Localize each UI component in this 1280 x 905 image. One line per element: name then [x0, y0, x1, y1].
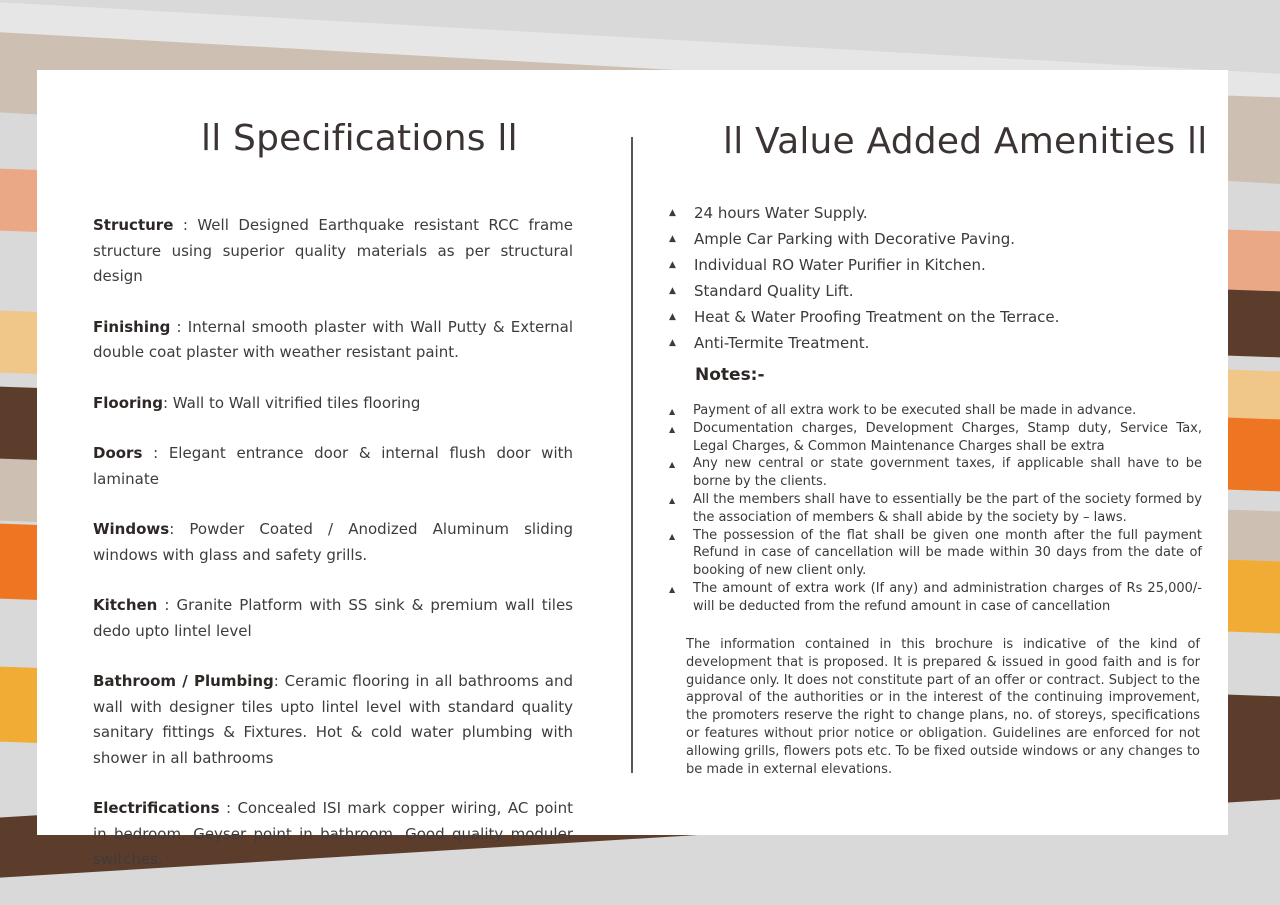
notes-title: Notes:-	[695, 365, 765, 385]
amenity-item: ▲ Ample Car Parking with Decorative Paving.	[667, 226, 1187, 252]
spec-text: Elegant entrance door & internal flush door with laminate	[93, 444, 574, 488]
spec-item-finishing: Finishing : Internal smooth plaster with Wall Putty & External double coat plaster with weather resistant paint.	[93, 317, 573, 361]
spec-label: Bathroom / Plumbing	[93, 672, 274, 690]
spec-text: Well Designed Earthquake resistant RCC frame structure using superior quality materials as per structural design	[93, 216, 573, 285]
note-item: ▲ The amount of extra work (If any) and administration charges of Rs 25,000/- will be deducted from the refund amount in case of cancellation	[669, 580, 1202, 614]
note-item: ▲ All the members shall have to essentially be the part of the society formed by the association of members & shall abide by the society by – laws.	[669, 491, 1202, 525]
spec-label: Flooring	[93, 393, 163, 412]
spec-text: Granite Platform with SS sink & premium wall tiles dedo upto lintel level	[93, 596, 573, 640]
spec-text: Internal smooth plaster with Wall Putty & External double coat plaster with weather resistant paint.	[93, 317, 573, 361]
spec-label: Windows	[93, 520, 170, 538]
specifications-list	[93, 198, 573, 898]
spec-label: Kitchen	[93, 596, 158, 614]
triangle-bullet-icon: ▲	[669, 286, 676, 296]
spec-item-doors: Doors : Elegant entrance door & internal flush door with laminate	[93, 444, 574, 488]
triangle-bullet-icon: ▲	[669, 460, 676, 470]
spec-text: Concealed ISI mark copper wiring, AC point in bedroom, Geyser point in bathroom. Good quality moduler switches.	[93, 799, 573, 868]
spec-label: Finishing	[93, 317, 171, 336]
triangle-bullet-icon: ▲	[669, 208, 676, 218]
disclaimer-text: The information contained in this brochure is indicative of the kind of development that is proposed. It is prepared & issued in good faith and is for guidance only. It does not constitute part of an offer or contract. Subject to the approval of the authorities or in the interest of the continuing improvement, the promoters reserve the right to change plans, no. of storeys, specifications or features without prior notice or obligation. Guidelines are enforced for not allowing grills, flowers pots etc. To be fixed outside windows or any changes to be made in external elevations.	[686, 637, 1200, 777]
triangle-bullet-icon: ▲	[669, 495, 676, 505]
triangle-bullet-icon: ▲	[669, 260, 676, 270]
note-item: ▲ Any new central or state government taxes, if applicable shall have to be borne by the clients.	[669, 456, 1202, 490]
amenity-item: ▲ Anti-Termite Treatment.	[667, 330, 1187, 356]
triangle-bullet-icon: ▲	[669, 234, 676, 244]
note-item: ▲ Documentation charges, Development Charges, Stamp duty, Service Tax, Legal Charges, & Common Maintenance Charges shall be extra	[669, 420, 1202, 454]
specifications-heading: ll Specifications ll	[201, 118, 518, 159]
spec-text: Powder Coated / Anodized Aluminum sliding windows with glass and safety grills.	[93, 520, 573, 564]
spec-item-windows: Windows: Powder Coated / Anodized Aluminum sliding windows with glass and safety grills.	[93, 520, 573, 564]
spec-item-bathroom-plumbing: Bathroom / Plumbing: Ceramic flooring in all bathrooms and wall with designer tiles upto lintel level with standard quality sanitary fittings & Fixtures. Hot & cold water plumbing with shower in all bathrooms	[93, 672, 573, 767]
amenity-item: ▲ Standard Quality Lift.	[667, 278, 1187, 304]
note-item: ▲ Payment of all extra work to be executed shall be made in advance.	[667, 402, 1202, 420]
brochure-card	[37, 70, 1228, 868]
spec-label: Structure	[93, 216, 174, 234]
column-divider	[631, 137, 633, 773]
spec-label: Doors	[93, 444, 143, 462]
spec-text: Ceramic flooring in all bathrooms and wall with designer tiles upto lintel level with standard quality sanitary fittings & Fixtures. Hot & cold water plumbing with shower in all bathrooms	[93, 672, 573, 767]
triangle-bullet-icon: ▲	[669, 407, 676, 416]
spec-text: Wall to Wall vitrified tiles flooring	[172, 393, 421, 412]
triangle-bullet-icon: ▲	[669, 338, 676, 348]
amenities-heading: ll Value Added Amenities ll	[723, 121, 1208, 162]
triangle-bullet-icon: ▲	[669, 584, 676, 594]
spec-item-structure: Structure : Well Designed Earthquake resistant RCC frame structure using superior quality materials as per structural design	[93, 216, 573, 285]
amenity-item: ▲ Heat & Water Proofing Treatment on the Terrace.	[667, 304, 1187, 330]
spec-label: Electrifications	[93, 799, 220, 817]
notes-list	[667, 402, 1202, 616]
amenities-list	[667, 200, 1187, 356]
triangle-bullet-icon: ▲	[669, 312, 676, 322]
spec-item-kitchen: Kitchen : Granite Platform with SS sink & premium wall tiles dedo upto lintel level	[93, 596, 573, 640]
triangle-bullet-icon: ▲	[669, 424, 676, 434]
spec-item-electrifications: Electrifications : Concealed ISI mark copper wiring, AC point in bedroom, Geyser point in bathroom. Good quality moduler switches.	[93, 799, 573, 868]
amenity-item: ▲ 24 hours Water Supply.	[667, 200, 1187, 226]
spec-item-flooring: Flooring: Wall to Wall vitrified tiles flooring	[93, 393, 421, 412]
amenity-item: ▲ Individual RO Water Purifier in Kitchen.	[667, 252, 1187, 278]
note-item: ▲ The possession of the flat shall be given one month after the full payment Refund in case of cancellation will be made within 30 days from the date of booking of new client only.	[669, 527, 1202, 579]
triangle-bullet-icon: ▲	[669, 531, 676, 541]
